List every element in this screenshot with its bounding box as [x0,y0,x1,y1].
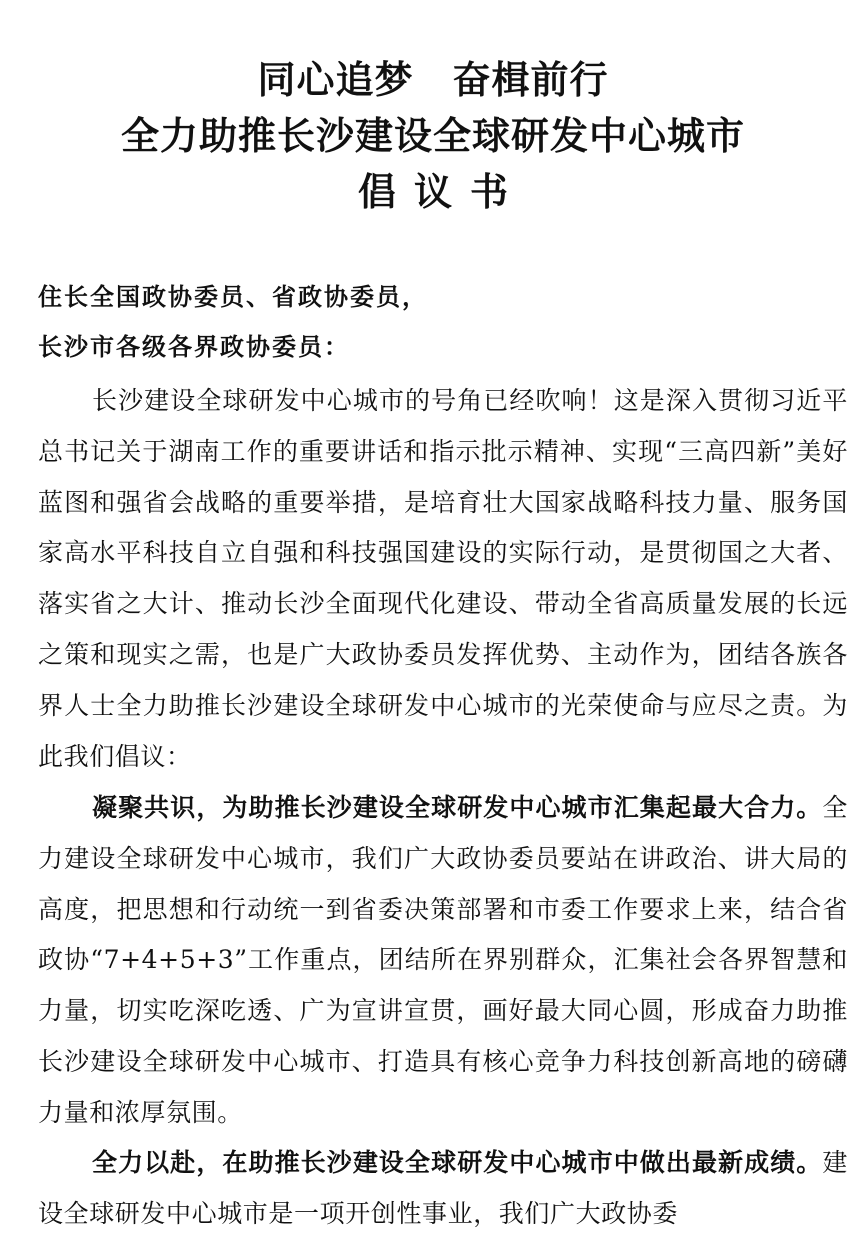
paragraph-consensus [38,783,848,1139]
salutation-line-1: 住长全国政协委员、省政协委员， [38,283,428,311]
title-block [0,52,866,220]
paragraph-intro [38,376,848,782]
title-line-2: 全力助推长沙建设全球研发中心城市 [120,114,745,158]
salutation-line-2: 长沙市各级各界政协委员： [38,333,350,361]
paragraph-allout [38,1138,848,1240]
title-line-3: 倡议书 [357,170,526,214]
paragraph-allout-text: 建设全球研发中心城市是一项开创性事业，我们广大政协委 [38,1148,848,1228]
title-line-1: 同心追梦 奋楫前行 [257,58,609,102]
paragraph-consensus-lead: 凝聚共识，为助推长沙建设全球研发中心城市汇集起最大合力。 [92,793,823,822]
paragraph-allout-lead: 全力以赴，在助推长沙建设全球研发中心城市中做出最新成绩。 [92,1148,823,1177]
paragraph-intro-text: 长沙建设全球研发中心城市的号角已经吹响！这是深入贯彻习近平总书记关于湖南工作的重要讲话和指示批示精神、实现“三高四新”美好蓝图和强省会战略的重要举措，是培育壮大国家战略科技力量、服务国家高水平科技自立自强和科技强国建设的实际行动，是贯彻国之大者、落实省之大计、推动长沙全面现代化建设、带动全省高质量发展的长远之策和现实之需，也是广大政协委员发挥优势、主动作为，团结各族各界人士全力助推长沙建设全球研发中心城市的光荣使命与应尽之责。为此我们倡议： [38,386,848,771]
paragraph-consensus-text: 全力建设全球研发中心城市，我们广大政协委员要站在讲政治、讲大局的高度，把思想和行动统一到省委决策部署和市委工作要求上来，结合省政协“7+4+5+3”工作重点，团结所在界别群众，汇集社会各界智慧和力量，切实吃深吃透、广为宣讲宣贯，画好最大同心圆，形成奋力助推长沙建设全球研发中心城市、打造具有核心竞争力科技创新高地的磅礴力量和浓厚氛围。 [38,793,848,1127]
